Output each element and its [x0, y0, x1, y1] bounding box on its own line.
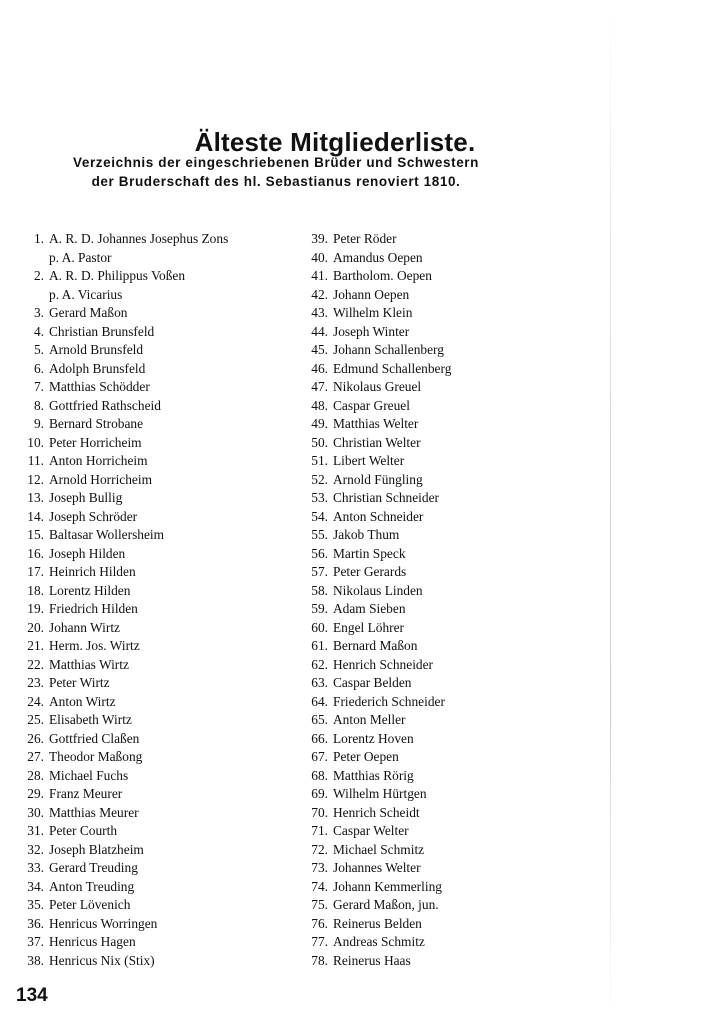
member-name: Matthias Rörig	[333, 767, 414, 783]
member-list-item	[16, 545, 286, 564]
member-name: Reinerus Haas	[333, 952, 411, 968]
member-name: Arnold Horricheim	[49, 471, 153, 487]
member-name: Matthias Meurer	[49, 804, 139, 820]
member-list-item	[300, 656, 500, 675]
member-number: 44.	[311, 323, 328, 339]
member-number: 31.	[27, 823, 44, 838]
member-name: Joseph Winter	[333, 323, 410, 339]
member-name: Elisabeth Wirtz	[49, 712, 132, 727]
member-list-item	[16, 434, 286, 453]
member-name: Gottfried Rathscheid	[49, 397, 161, 413]
member-list-item	[16, 804, 286, 823]
page-subtitle	[0, 153, 552, 191]
member-name: Heinrich Hilden	[49, 564, 136, 579]
member-list-item	[300, 563, 500, 582]
member-name: Gerard Treuding	[49, 860, 138, 875]
member-list-right	[300, 230, 500, 970]
member-list-item	[16, 896, 286, 915]
member-name: Johann Kemmerling	[333, 878, 442, 894]
member-name: Peter Wirtz	[49, 675, 110, 690]
member-name: Gerard Maßon	[49, 305, 128, 320]
member-name: Franz Meurer	[49, 786, 123, 801]
member-number: 30.	[27, 804, 44, 820]
member-name: Matthias Wirtz	[49, 656, 129, 672]
member-name: Henricus Nix (Stix)	[49, 952, 155, 968]
member-name: Theodor Maßong	[49, 749, 143, 764]
member-name: Johann Oepen	[333, 286, 410, 302]
member-list-item	[300, 341, 500, 360]
member-name: Libert Welter	[333, 453, 405, 468]
member-list-item	[300, 693, 500, 712]
member-number: 64.	[311, 693, 328, 709]
member-name: Peter Horricheim	[49, 434, 142, 450]
member-number: 36.	[27, 915, 44, 931]
member-number: 41.	[311, 268, 328, 283]
member-number: 70.	[311, 804, 328, 820]
member-name: Adolph Brunsfeld	[49, 360, 146, 376]
member-list-item	[16, 915, 286, 934]
member-number: 57.	[311, 564, 328, 579]
member-list-item	[16, 767, 286, 786]
member-name: Bernard Strobane	[49, 416, 144, 431]
member-number: 54.	[311, 508, 328, 524]
subtitle-line-2: der Bruderschaft des hl. Sebastianus renoviert 1810.	[91, 174, 461, 189]
member-list-item	[300, 489, 500, 508]
member-name: Matthias Welter	[333, 416, 419, 431]
member-number: 63.	[311, 675, 328, 690]
member-name: Caspar Belden	[333, 675, 412, 690]
member-number: 10.	[27, 434, 44, 450]
member-number: 34.	[27, 878, 44, 894]
member-list-item	[300, 804, 500, 823]
member-number: 59.	[311, 601, 328, 616]
member-name: Johann Schallenberg	[333, 342, 444, 357]
member-number: 69.	[311, 786, 328, 801]
member-number: 77.	[311, 934, 328, 949]
member-list-item	[300, 730, 500, 749]
member-list-item	[300, 526, 500, 545]
member-list-item	[16, 822, 286, 841]
member-list-item	[300, 859, 500, 878]
member-number: 25.	[27, 712, 44, 727]
member-name: Peter Courth	[49, 823, 118, 838]
member-number: 65.	[311, 712, 328, 727]
member-list-item	[300, 748, 500, 767]
member-name: Arnold Brunsfeld	[49, 342, 144, 357]
member-name: Joseph Hilden	[49, 545, 126, 561]
member-number: 32.	[27, 841, 44, 857]
member-list-item	[300, 471, 500, 490]
member-number: 56.	[311, 545, 328, 561]
member-name: Andreas Schmitz	[333, 934, 425, 949]
member-list-item	[300, 545, 500, 564]
member-name: Baltasar Wollersheim	[49, 527, 165, 542]
member-list-item	[300, 286, 500, 305]
member-name: Engel Löhrer	[333, 619, 405, 635]
member-name: Michael Schmitz	[333, 841, 425, 857]
member-list-item	[16, 656, 286, 675]
member-number: 71.	[311, 823, 328, 838]
member-number: 43.	[311, 305, 328, 320]
member-list-item	[300, 508, 500, 527]
member-list-item	[300, 637, 500, 656]
member-name: A. R. D. Philippus Voßen	[49, 268, 186, 283]
member-number: 37.	[27, 934, 44, 949]
member-list-item	[300, 822, 500, 841]
member-list-item	[300, 452, 500, 471]
page-number: 134	[16, 985, 48, 1006]
member-list-item	[16, 267, 286, 286]
member-name: Herm. Jos. Wirtz	[49, 638, 140, 653]
member-list-item	[16, 637, 286, 656]
member-list-item	[16, 748, 286, 767]
member-list-item	[16, 341, 286, 360]
member-list-item	[16, 859, 286, 878]
member-name: Christian Welter	[333, 434, 421, 450]
member-name: Joseph Schröder	[49, 508, 138, 524]
member-number: 22.	[27, 656, 44, 672]
member-list-item	[16, 323, 286, 342]
member-number: 18.	[27, 582, 44, 598]
member-number: 17.	[27, 564, 44, 579]
member-number: 33.	[27, 860, 44, 875]
member-number: 19.	[27, 601, 44, 616]
member-list-item	[300, 952, 500, 971]
member-number: 38.	[27, 952, 44, 968]
member-number: 55.	[311, 527, 328, 542]
member-list-item	[16, 230, 286, 249]
member-number: 60.	[311, 619, 328, 635]
member-name: p. A. Pastor	[49, 249, 112, 265]
member-list-item	[300, 378, 500, 397]
member-number: 20.	[27, 619, 44, 635]
member-list-item	[16, 471, 286, 490]
subtitle-line-1: Verzeichnis der eingeschriebenen Brüder und Schwestern	[72, 155, 480, 170]
member-name: Amandus Oepen	[333, 249, 423, 265]
member-name: Peter Gerards	[333, 564, 407, 579]
member-number: 15.	[27, 527, 44, 542]
member-list-item	[16, 785, 286, 804]
member-number: 46.	[311, 360, 328, 376]
member-name: Joseph Blatzheim	[49, 841, 144, 857]
member-list-item	[16, 360, 286, 379]
member-name: Caspar Welter	[333, 823, 409, 838]
page-title: Älteste Mitgliederliste.	[194, 127, 476, 158]
member-name: Johann Wirtz	[49, 619, 120, 635]
member-name: Bartholom. Oepen	[333, 268, 432, 283]
member-number: 29.	[27, 786, 44, 801]
member-number: 4.	[33, 323, 44, 339]
member-list-item	[16, 508, 286, 527]
member-number: 62.	[311, 656, 328, 672]
member-name: Henrich Schneider	[333, 656, 434, 672]
member-number: 53.	[311, 490, 328, 505]
member-list-item	[300, 415, 500, 434]
member-number: 5.	[33, 342, 44, 357]
member-name: Henricus Hagen	[49, 934, 136, 949]
member-name: Gottfried Claßen	[49, 730, 140, 746]
member-number: 67.	[311, 749, 328, 764]
member-list-item	[300, 841, 500, 860]
member-name: Joseph Bullig	[49, 490, 123, 505]
member-list-item	[300, 434, 500, 453]
member-name: A. R. D. Johannes Josephus Zons	[49, 231, 229, 246]
member-name: Peter Oepen	[333, 749, 399, 764]
member-name: Bernard Maßon	[333, 638, 418, 653]
member-name: Anton Wirtz	[49, 693, 116, 709]
member-name: Nikolaus Linden	[333, 582, 423, 598]
member-number: 74.	[311, 878, 328, 894]
member-list-item	[16, 378, 286, 397]
member-name: Henricus Worringen	[49, 915, 158, 931]
member-name: Friedrich Hilden	[49, 601, 138, 616]
member-list-item	[16, 452, 286, 471]
member-number: 7.	[33, 379, 44, 394]
member-name: p. A. Vicarius	[49, 286, 123, 302]
member-name: Adam Sieben	[333, 601, 406, 616]
member-list-item	[16, 582, 286, 601]
member-list-item	[300, 230, 500, 249]
member-number: 45.	[311, 342, 328, 357]
member-list-item	[300, 360, 500, 379]
member-list-item	[16, 304, 286, 323]
member-list-item	[16, 730, 286, 749]
member-list-item	[16, 489, 286, 508]
member-number: 51.	[311, 453, 328, 468]
member-name: Christian Schneider	[333, 490, 439, 505]
member-number: 48.	[311, 397, 328, 413]
member-name: Wilhelm Klein	[333, 305, 413, 320]
member-number: 40.	[311, 249, 328, 265]
member-list-item	[16, 674, 286, 693]
member-number: 26.	[27, 730, 44, 746]
member-list-item	[16, 526, 286, 545]
member-list-item	[16, 563, 286, 582]
member-number: 2.	[33, 268, 44, 283]
member-number: 76.	[311, 915, 328, 931]
member-list-item	[16, 933, 286, 952]
member-list-continuation	[16, 286, 286, 305]
member-number: 50.	[311, 434, 328, 450]
member-name: Friederich Schneider	[333, 693, 445, 709]
member-number: 58.	[311, 582, 328, 598]
member-list-continuation	[16, 249, 286, 268]
member-name: Anton Meller	[333, 712, 406, 727]
member-name: Johannes Welter	[333, 860, 421, 875]
member-name: Matthias Schödder	[49, 379, 150, 394]
member-list-item	[16, 711, 286, 730]
member-list-item	[300, 323, 500, 342]
member-number: 24.	[27, 693, 44, 709]
member-number: 78.	[311, 952, 328, 968]
member-list-item	[300, 933, 500, 952]
member-list-item	[300, 582, 500, 601]
member-name: Reinerus Belden	[333, 915, 422, 931]
member-list-item	[16, 397, 286, 416]
member-number: 23.	[27, 675, 44, 690]
member-list-item	[300, 896, 500, 915]
member-number: 49.	[311, 416, 328, 431]
member-number: 52.	[311, 471, 328, 487]
member-list-item	[300, 304, 500, 323]
member-number: 39.	[311, 231, 328, 246]
member-number: 16.	[27, 545, 44, 561]
member-number: 61.	[311, 638, 328, 653]
member-list-item	[300, 915, 500, 934]
member-list-item	[300, 267, 500, 286]
member-name: Caspar Greuel	[333, 397, 410, 413]
member-name: Anton Horricheim	[49, 453, 148, 468]
member-number: 42.	[311, 286, 328, 302]
member-name: Peter Röder	[333, 231, 397, 246]
member-number: 47.	[311, 379, 328, 394]
member-number: 3.	[33, 305, 44, 320]
member-name: Gerard Maßon, jun.	[333, 897, 439, 912]
member-list-item	[300, 767, 500, 786]
member-name: Martin Speck	[333, 545, 406, 561]
member-list-item	[16, 693, 286, 712]
member-list-item	[16, 619, 286, 638]
member-name: Nikolaus Greuel	[333, 379, 422, 394]
member-number: 27.	[27, 749, 44, 764]
member-list-item	[300, 674, 500, 693]
member-list-item	[300, 711, 500, 730]
member-number: 68.	[311, 767, 328, 783]
member-number: 21.	[27, 638, 44, 653]
member-number: 8.	[33, 397, 44, 413]
member-list-item	[300, 249, 500, 268]
member-number: 28.	[27, 767, 44, 783]
member-list-item	[300, 619, 500, 638]
member-name: Christian Brunsfeld	[49, 323, 155, 339]
member-name: Arnold Füngling	[333, 471, 423, 487]
member-number: 6.	[33, 360, 44, 376]
member-list-item	[16, 952, 286, 971]
member-list-item	[16, 878, 286, 897]
member-list-left	[16, 230, 286, 970]
member-name: Lorentz Hilden	[49, 582, 131, 598]
member-name: Anton Treuding	[49, 878, 135, 894]
member-name: Lorentz Hoven	[333, 730, 414, 746]
member-number: 13.	[27, 490, 44, 505]
member-list-item	[300, 878, 500, 897]
member-list-item	[16, 415, 286, 434]
member-number: 11.	[27, 453, 44, 468]
member-number: 66.	[311, 730, 328, 746]
member-name: Peter Lövenich	[49, 897, 131, 912]
member-name: Anton Schneider	[333, 508, 424, 524]
member-number: 75.	[311, 897, 328, 912]
member-number: 1.	[33, 231, 44, 246]
member-number: 12.	[27, 471, 44, 487]
member-name: Edmund Schallenberg	[333, 360, 452, 376]
member-number: 14.	[27, 508, 44, 524]
member-number: 35.	[27, 897, 44, 912]
member-number: 72.	[311, 841, 328, 857]
member-number: 73.	[311, 860, 328, 875]
member-number: 9.	[33, 416, 44, 431]
member-list-item	[300, 600, 500, 619]
member-name: Jakob Thum	[333, 527, 400, 542]
member-list-item	[16, 600, 286, 619]
member-list-item	[300, 397, 500, 416]
member-name: Wilhelm Hürtgen	[333, 786, 427, 801]
member-list-item	[16, 841, 286, 860]
member-list-item	[300, 785, 500, 804]
member-name: Michael Fuchs	[49, 767, 129, 783]
member-name: Henrich Scheidt	[333, 804, 420, 820]
